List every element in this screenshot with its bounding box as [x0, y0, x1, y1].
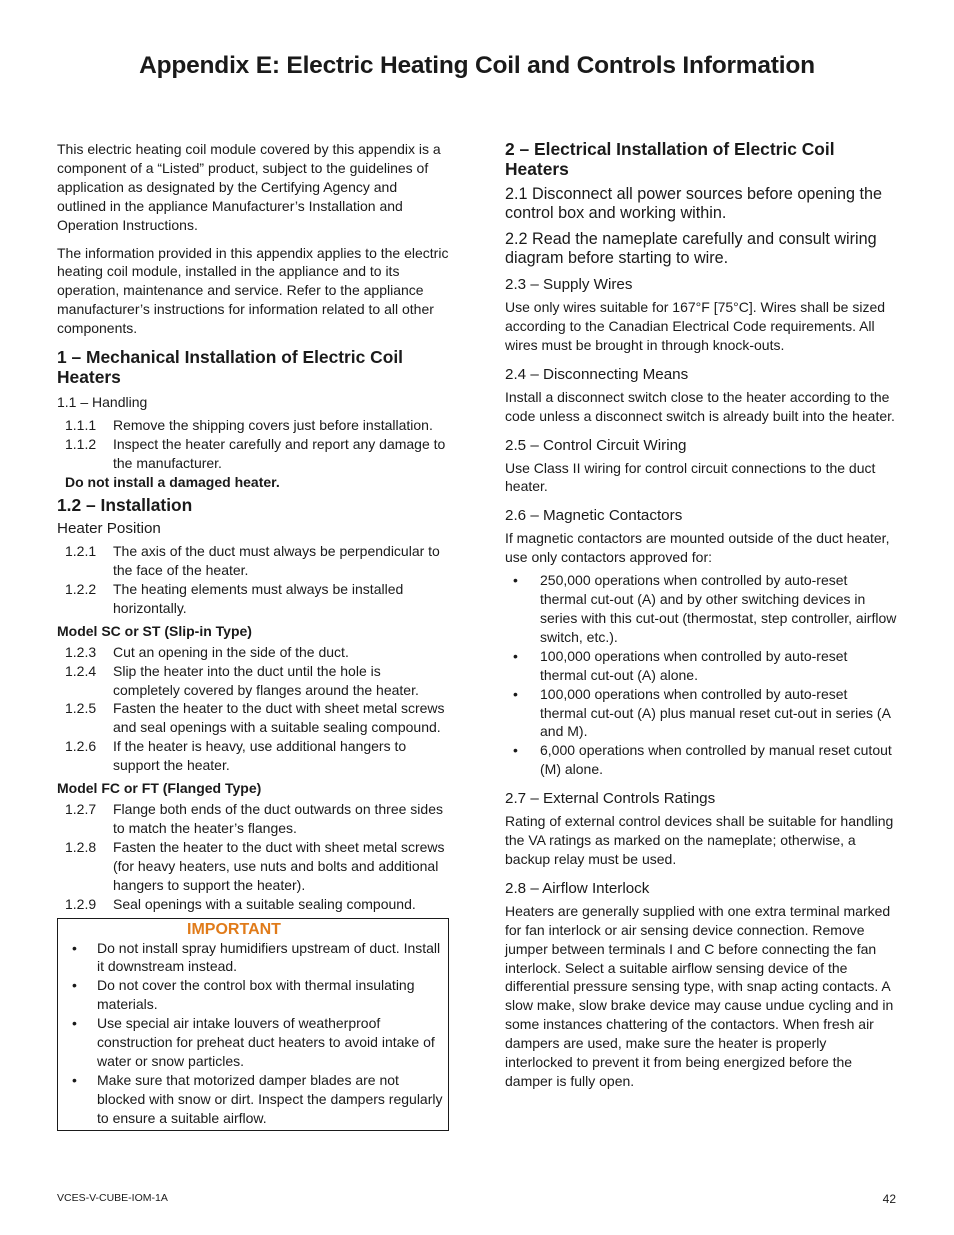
supply-wires-heading: 2.3 – Supply Wires	[505, 276, 633, 293]
item-number: 1.2.4	[65, 662, 97, 679]
control-circuit-text: Use Class II wiring for control circuit connections to the duct heater.	[505, 459, 876, 495]
list-item	[64, 976, 444, 1014]
intro-paragraph-1: This electric heating coil module covered by this appendix is a component of a “Listed” product, subject to the guidelines of application as designated by the Certifying Agency and outlined in the appliance Manufacturer’s Installation and Operation Instructions.	[57, 141, 441, 233]
disconnecting-means-heading: 2.4 – Disconnecting Means	[505, 365, 689, 383]
item-text: Slip the heater into the duct until the hole is completely covered by flanges around the heater.	[113, 662, 419, 698]
item-text: The axis of the duct must always be perpendicular to the face of the heater.	[113, 543, 440, 578]
item-number: 1.2.5	[65, 700, 97, 717]
page-number: 42	[882, 1192, 896, 1206]
slip-in-list	[57, 643, 449, 775]
item-number: 1.2.7	[65, 801, 97, 818]
list-item	[57, 895, 449, 914]
bullet-icon: •	[513, 685, 518, 702]
item-text: Inspect the heater carefully and report any damage to the manufacturer.	[113, 435, 446, 471]
intro-paragraph-2: The information provided in this appendix applies to the electric heating coil module, installed in the appliance and to its operation, maintenance and service. Refer to the appliance manufacturer’s instructions for information related to all other components.	[57, 244, 449, 337]
bullet-icon: •	[513, 572, 518, 589]
bullet-icon: •	[72, 977, 77, 994]
item-number: 1.2.8	[65, 838, 97, 855]
contactor-list	[505, 571, 897, 779]
list-item	[57, 416, 449, 435]
document-code: VCES-V-CUBE-IOM-1A	[57, 1192, 168, 1204]
item-number: 1.2.6	[65, 738, 97, 755]
bullet-icon: •	[72, 939, 77, 956]
magnetic-contactors-heading: 2.6 – Magnetic Contactors	[505, 507, 683, 525]
item-number: 1.2.3	[65, 643, 97, 660]
magnetic-contactors-text: If magnetic contactors are mounted outside of the duct heater, use only contactors approved for:	[505, 530, 890, 566]
flanged-list	[57, 800, 449, 913]
list-item	[57, 800, 449, 838]
right-column	[505, 140, 897, 1100]
item-number: 1.1.1	[65, 416, 97, 433]
list-item	[64, 939, 444, 977]
control-circuit-heading: 2.5 – Control Circuit Wiring	[505, 436, 687, 454]
list-item	[57, 580, 449, 618]
bullet-icon: •	[513, 647, 518, 664]
list-item	[57, 435, 449, 473]
important-label: IMPORTANT	[187, 920, 281, 938]
item-text: Fasten the heater to the duct with sheet metal screws and seal openings with a suitable sealing compound.	[113, 700, 445, 736]
bullet-icon: •	[72, 1071, 77, 1088]
item-text: Fasten the heater to the duct with sheet metal screws (for heavy heaters, use nuts and bolts and additional hangers to support the heater).	[113, 838, 445, 893]
airflow-interlock-heading: 2.8 – Airflow Interlock	[505, 879, 650, 897]
slip-in-heading: Model SC or ST (Slip-in Type)	[57, 622, 252, 639]
item-text: Do not install spray humidifiers upstream of duct. Install it downstream instead.	[97, 939, 441, 975]
item-number: 1.2.2	[65, 580, 97, 597]
left-column	[57, 140, 449, 1131]
list-item	[505, 741, 897, 779]
important-box	[57, 918, 449, 1131]
page-title: Appendix E: Electric Heating Coil and Controls Information	[139, 52, 815, 79]
external-controls-heading: 2.7 – External Controls Ratings	[505, 790, 716, 808]
item-text: 250,000 operations when controlled by auto-reset thermal cut-out (A) and by other switching devices in series with this cut-out (thermostat, step controller, airflow switch, etc.).	[540, 572, 897, 645]
list-item	[505, 647, 897, 685]
installation-heading: 1.2 – Installation	[57, 494, 193, 515]
item-text: The heating elements must always be installed horizontally.	[113, 580, 404, 616]
item-text: 100,000 operations when controlled by auto-reset thermal cut-out (A) plus manual reset cut-out in series (A and M).	[540, 685, 891, 740]
item-text: 6,000 operations when controlled by manual reset cutout (M) alone.	[540, 742, 892, 778]
item-text: Make sure that motorized damper blades are not blocked with snow or dirt. Inspect the dampers regularly to ensure a suitable airflow.	[97, 1071, 443, 1126]
damaged-heater-warning: Do not install a damaged heater.	[65, 473, 280, 490]
bullet-icon: •	[72, 1015, 77, 1032]
section-1-heading: 1 – Mechanical Installation of Electric Coil Heaters	[57, 347, 403, 387]
step-2-1: 2.1 Disconnect all power sources before opening the control box and working within.	[505, 185, 883, 222]
heater-position-heading: Heater Position	[57, 520, 161, 538]
item-text: If the heater is heavy, use additional hangers to support the heater.	[113, 738, 407, 774]
step-2-2: 2.2 Read the nameplate carefully and consult wiring diagram before starting to wire.	[505, 230, 877, 267]
item-text: Do not cover the control box with thermal insulating materials.	[97, 977, 415, 1013]
handling-list	[57, 416, 449, 473]
list-item	[57, 737, 449, 775]
item-number: 1.1.2	[65, 435, 97, 452]
list-item	[57, 699, 449, 737]
list-item	[57, 662, 449, 700]
position-list	[57, 542, 449, 618]
item-text: Seal openings with a suitable sealing compound.	[113, 895, 416, 912]
list-item	[57, 838, 449, 895]
supply-wires-text: Use only wires suitable for 167°F [75°C]. Wires shall be sized according to the Canadian Electrical Code requirements. All wires must be brought in through knock-outs.	[505, 299, 886, 353]
airflow-interlock-text: Heaters are generally supplied with one extra terminal marked for fan interlock or air sensing device connection. Remove jumper between terminals I and C before connecting the fan interlock. Select a suitable airflow sensing device of the differential pressure sensing type, with snap acting contacts. A slow make, slow brake device may cause undue cycling and in some instances chattering of the contactors. When fresh air dampers are used, make sure the heater is properly interlocked to prevent it from being energized before the damper is fully open.	[505, 902, 894, 1089]
handling-heading: 1.1 – Handling	[57, 394, 148, 411]
item-text: Use special air intake louvers of weatherproof construction for preheat duct heaters to avoid intake of water or snow particles.	[97, 1015, 435, 1069]
item-number: 1.2.1	[65, 543, 97, 560]
list-item	[505, 685, 897, 742]
external-controls-text: Rating of external control devices shall be suitable for handling the VA ratings as marked on the nameplate; otherwise, a backup relay must be used.	[505, 813, 894, 867]
bullet-icon: •	[513, 742, 518, 759]
disconnecting-means-text: Install a disconnect switch close to the heater according to the code unless a disconnect switch is already built into the heater.	[505, 388, 895, 424]
list-item	[505, 571, 897, 647]
item-text: Remove the shipping covers just before installation.	[113, 416, 433, 433]
item-number: 1.2.9	[65, 895, 97, 912]
flanged-heading: Model FC or FT (Flanged Type)	[57, 780, 262, 797]
list-item	[57, 542, 449, 580]
section-2-heading: 2 – Electrical Installation of Electric Coil Heaters	[505, 139, 835, 179]
list-item	[64, 1014, 444, 1071]
item-text: 100,000 operations when controlled by auto-reset thermal cut-out (A) alone.	[540, 647, 848, 683]
item-text: Flange both ends of the duct outwards on three sides to match the heater’s flanges.	[113, 801, 443, 836]
item-text: Cut an opening in the side of the duct.	[113, 643, 349, 660]
list-item	[64, 1071, 444, 1128]
list-item	[57, 643, 449, 662]
